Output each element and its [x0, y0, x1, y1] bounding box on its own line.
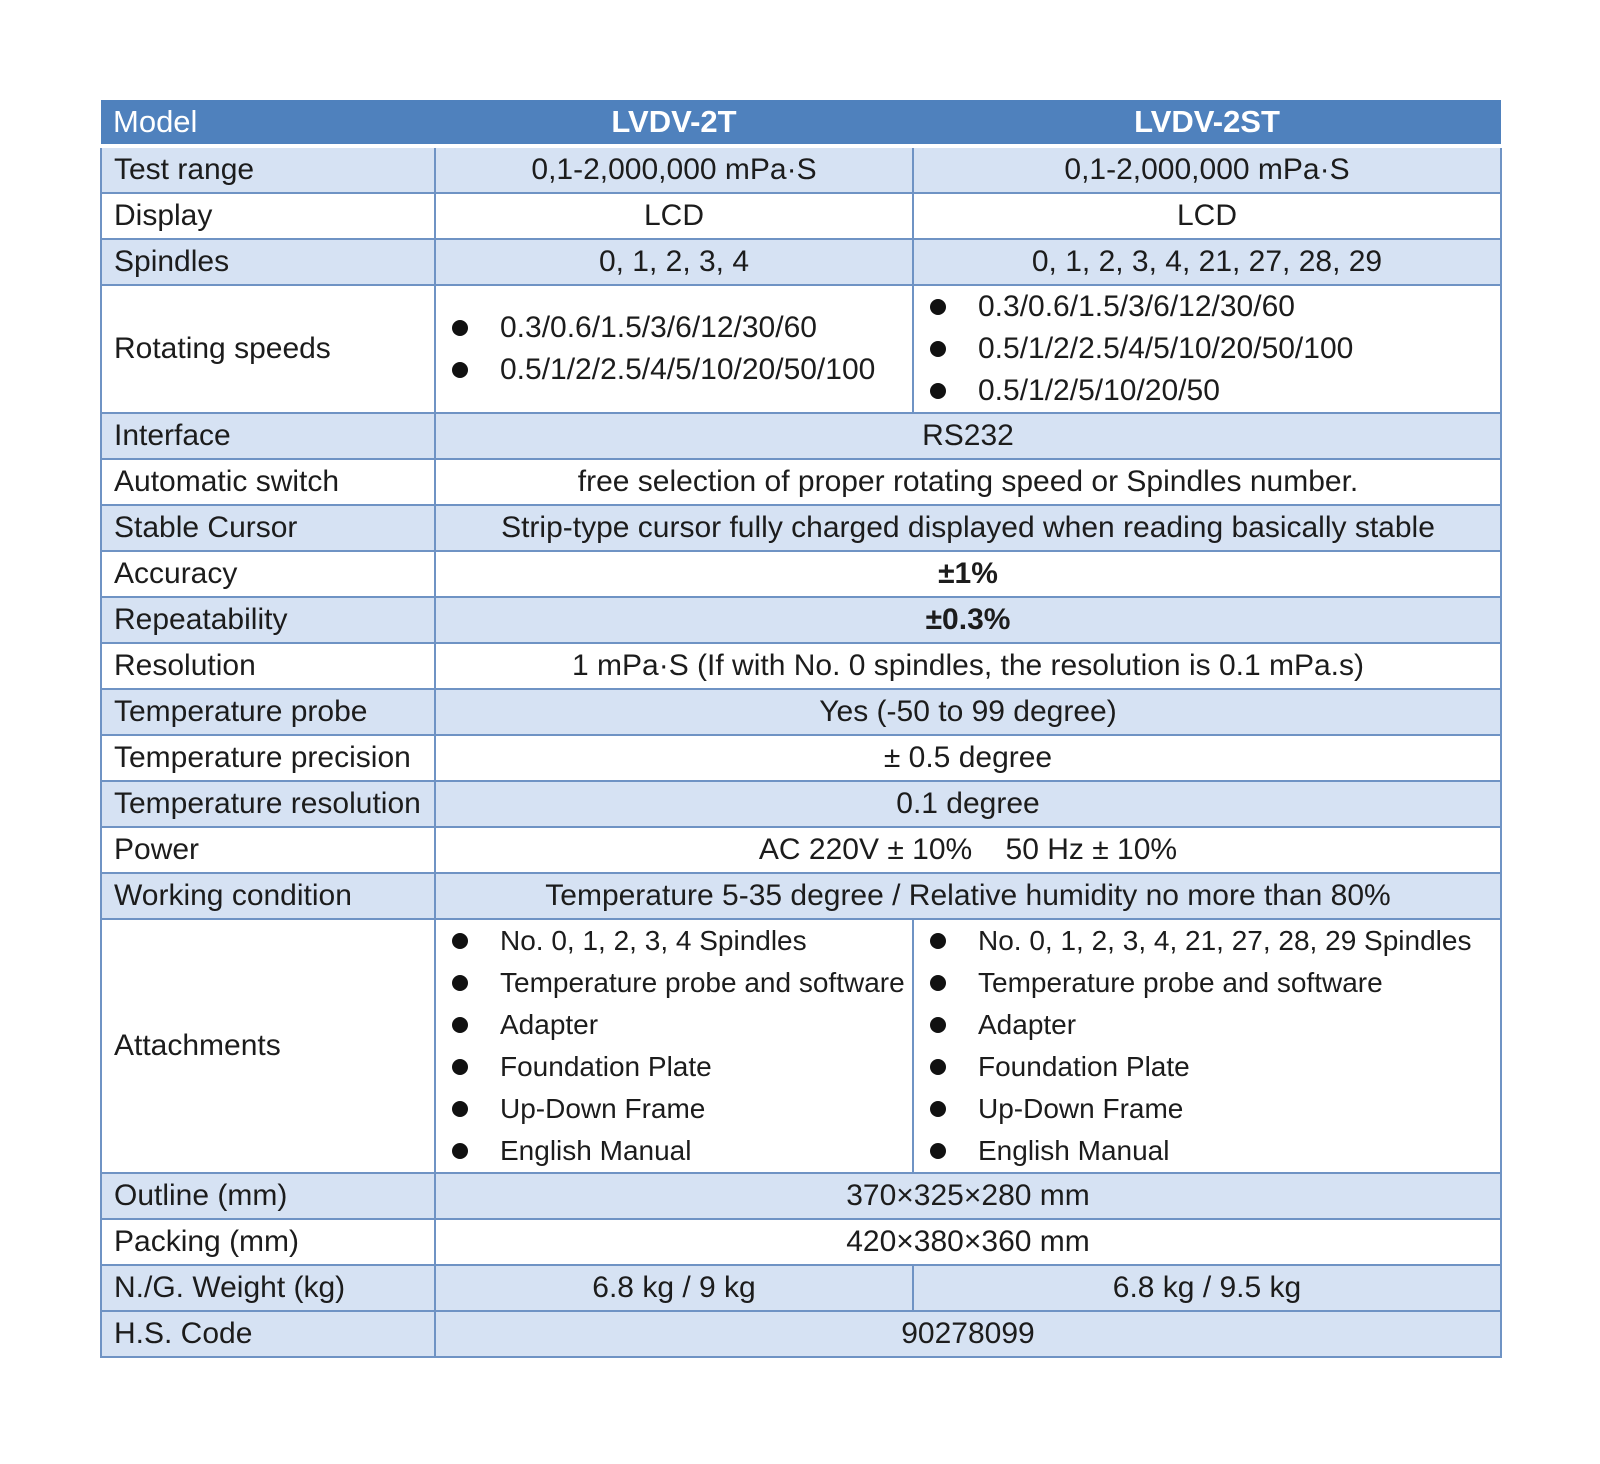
row-label: Rotating speeds — [101, 285, 435, 413]
row-repeatability — [101, 597, 1501, 643]
cell-shared: Temperature 5-35 degree / Relative humidity no more than 80% — [435, 873, 1501, 919]
cell-shared: 370×325×280 mm — [435, 1173, 1501, 1219]
row-outline — [101, 1173, 1501, 1219]
row-label: H.S. Code — [101, 1311, 435, 1357]
cell-model-a — [435, 285, 913, 413]
row-power — [101, 827, 1501, 873]
row-label: Display — [101, 193, 435, 239]
row-label: Automatic switch — [101, 459, 435, 505]
speed-list-b — [926, 286, 1488, 412]
cell-model-a: 0,1-2,000,000 mPa·S — [435, 146, 913, 193]
cell-shared: AC 220V ± 10% 50 Hz ± 10% — [435, 827, 1501, 873]
row-label: Working condition — [101, 873, 435, 919]
row-label: Temperature probe — [101, 689, 435, 735]
cell-model-a: LCD — [435, 193, 913, 239]
list-item: 0.3/0.6/1.5/3/6/12/30/60 — [448, 307, 900, 349]
cell-model-b — [913, 919, 1501, 1173]
attachment-list-b — [926, 920, 1488, 1172]
attachment-list-a — [448, 920, 905, 1172]
row-label: Attachments — [101, 919, 435, 1173]
row-automatic-switch — [101, 459, 1501, 505]
cell-shared: ±0.3% — [435, 597, 1501, 643]
row-label: Stable Cursor — [101, 505, 435, 551]
speed-list-a — [448, 307, 900, 391]
row-label: Spindles — [101, 239, 435, 285]
cell-model-b: 0,1-2,000,000 mPa·S — [913, 146, 1501, 193]
row-label: Packing (mm) — [101, 1219, 435, 1265]
row-weight — [101, 1265, 1501, 1311]
list-item: Up-Down Frame — [926, 1088, 1488, 1130]
row-label: Outline (mm) — [101, 1173, 435, 1219]
row-temperature-resolution — [101, 781, 1501, 827]
row-resolution — [101, 643, 1501, 689]
cell-shared: Strip-type cursor fully charged displayed when reading basically stable — [435, 505, 1501, 551]
cell-model-b: 0, 1, 2, 3, 4, 21, 27, 28, 29 — [913, 239, 1501, 285]
list-item: Up-Down Frame — [448, 1088, 900, 1130]
row-label: Interface — [101, 413, 435, 459]
cell-model-a: 0, 1, 2, 3, 4 — [435, 239, 913, 285]
row-stable-cursor — [101, 505, 1501, 551]
cell-shared: ± 0.5 degree — [435, 735, 1501, 781]
cell-shared: 90278099 — [435, 1311, 1501, 1357]
row-attachments — [101, 919, 1501, 1173]
cell-model-a — [435, 919, 913, 1173]
row-interface — [101, 413, 1501, 459]
header-label: Model — [101, 100, 435, 146]
row-test-range — [101, 146, 1501, 193]
cell-shared: Yes (-50 to 99 degree) — [435, 689, 1501, 735]
list-item: Temperature probe and software — [926, 962, 1488, 1004]
cell-shared: free selection of proper rotating speed or Spindles number. — [435, 459, 1501, 505]
list-item: 0.5/1/2/5/10/20/50 — [926, 370, 1488, 412]
row-hs-code — [101, 1311, 1501, 1357]
list-item: No. 0, 1, 2, 3, 4, 21, 27, 28, 29 Spindles — [926, 920, 1488, 962]
row-display — [101, 193, 1501, 239]
row-working-condition — [101, 873, 1501, 919]
list-item: Adapter — [926, 1004, 1488, 1046]
row-temperature-precision — [101, 735, 1501, 781]
cell-model-a: 6.8 kg / 9 kg — [435, 1265, 913, 1311]
row-label: Temperature precision — [101, 735, 435, 781]
cell-shared: ±1% — [435, 551, 1501, 597]
cell-model-b — [913, 285, 1501, 413]
row-label: N./G. Weight (kg) — [101, 1265, 435, 1311]
header-row — [101, 100, 1501, 146]
cell-shared: RS232 — [435, 413, 1501, 459]
cell-shared: 0.1 degree — [435, 781, 1501, 827]
row-label: Test range — [101, 146, 435, 193]
cell-model-b: LCD — [913, 193, 1501, 239]
row-spindles — [101, 239, 1501, 285]
header-model-a: LVDV-2T — [435, 100, 913, 146]
header-model-b: LVDV-2ST — [913, 100, 1501, 146]
list-item: No. 0, 1, 2, 3, 4 Spindles — [448, 920, 900, 962]
list-item: 0.3/0.6/1.5/3/6/12/30/60 — [926, 286, 1488, 328]
list-item: Adapter — [448, 1004, 900, 1046]
cell-shared: 420×380×360 mm — [435, 1219, 1501, 1265]
list-item: Foundation Plate — [926, 1046, 1488, 1088]
cell-model-b: 6.8 kg / 9.5 kg — [913, 1265, 1501, 1311]
list-item: Temperature probe and software — [448, 962, 900, 1004]
row-accuracy — [101, 551, 1501, 597]
row-label: Resolution — [101, 643, 435, 689]
row-label: Repeatability — [101, 597, 435, 643]
spec-table — [100, 100, 1502, 1358]
cell-shared: 1 mPa·S (If with No. 0 spindles, the resolution is 0.1 mPa.s) — [435, 643, 1501, 689]
row-packing — [101, 1219, 1501, 1265]
row-label: Power — [101, 827, 435, 873]
row-rotating-speeds — [101, 285, 1501, 413]
row-temperature-probe — [101, 689, 1501, 735]
row-label: Temperature resolution — [101, 781, 435, 827]
row-label: Accuracy — [101, 551, 435, 597]
list-item: English Manual — [448, 1130, 900, 1172]
list-item: Foundation Plate — [448, 1046, 900, 1088]
list-item: English Manual — [926, 1130, 1488, 1172]
list-item: 0.5/1/2/2.5/4/5/10/20/50/100 — [926, 328, 1488, 370]
list-item: 0.5/1/2/2.5/4/5/10/20/50/100 — [448, 349, 900, 391]
